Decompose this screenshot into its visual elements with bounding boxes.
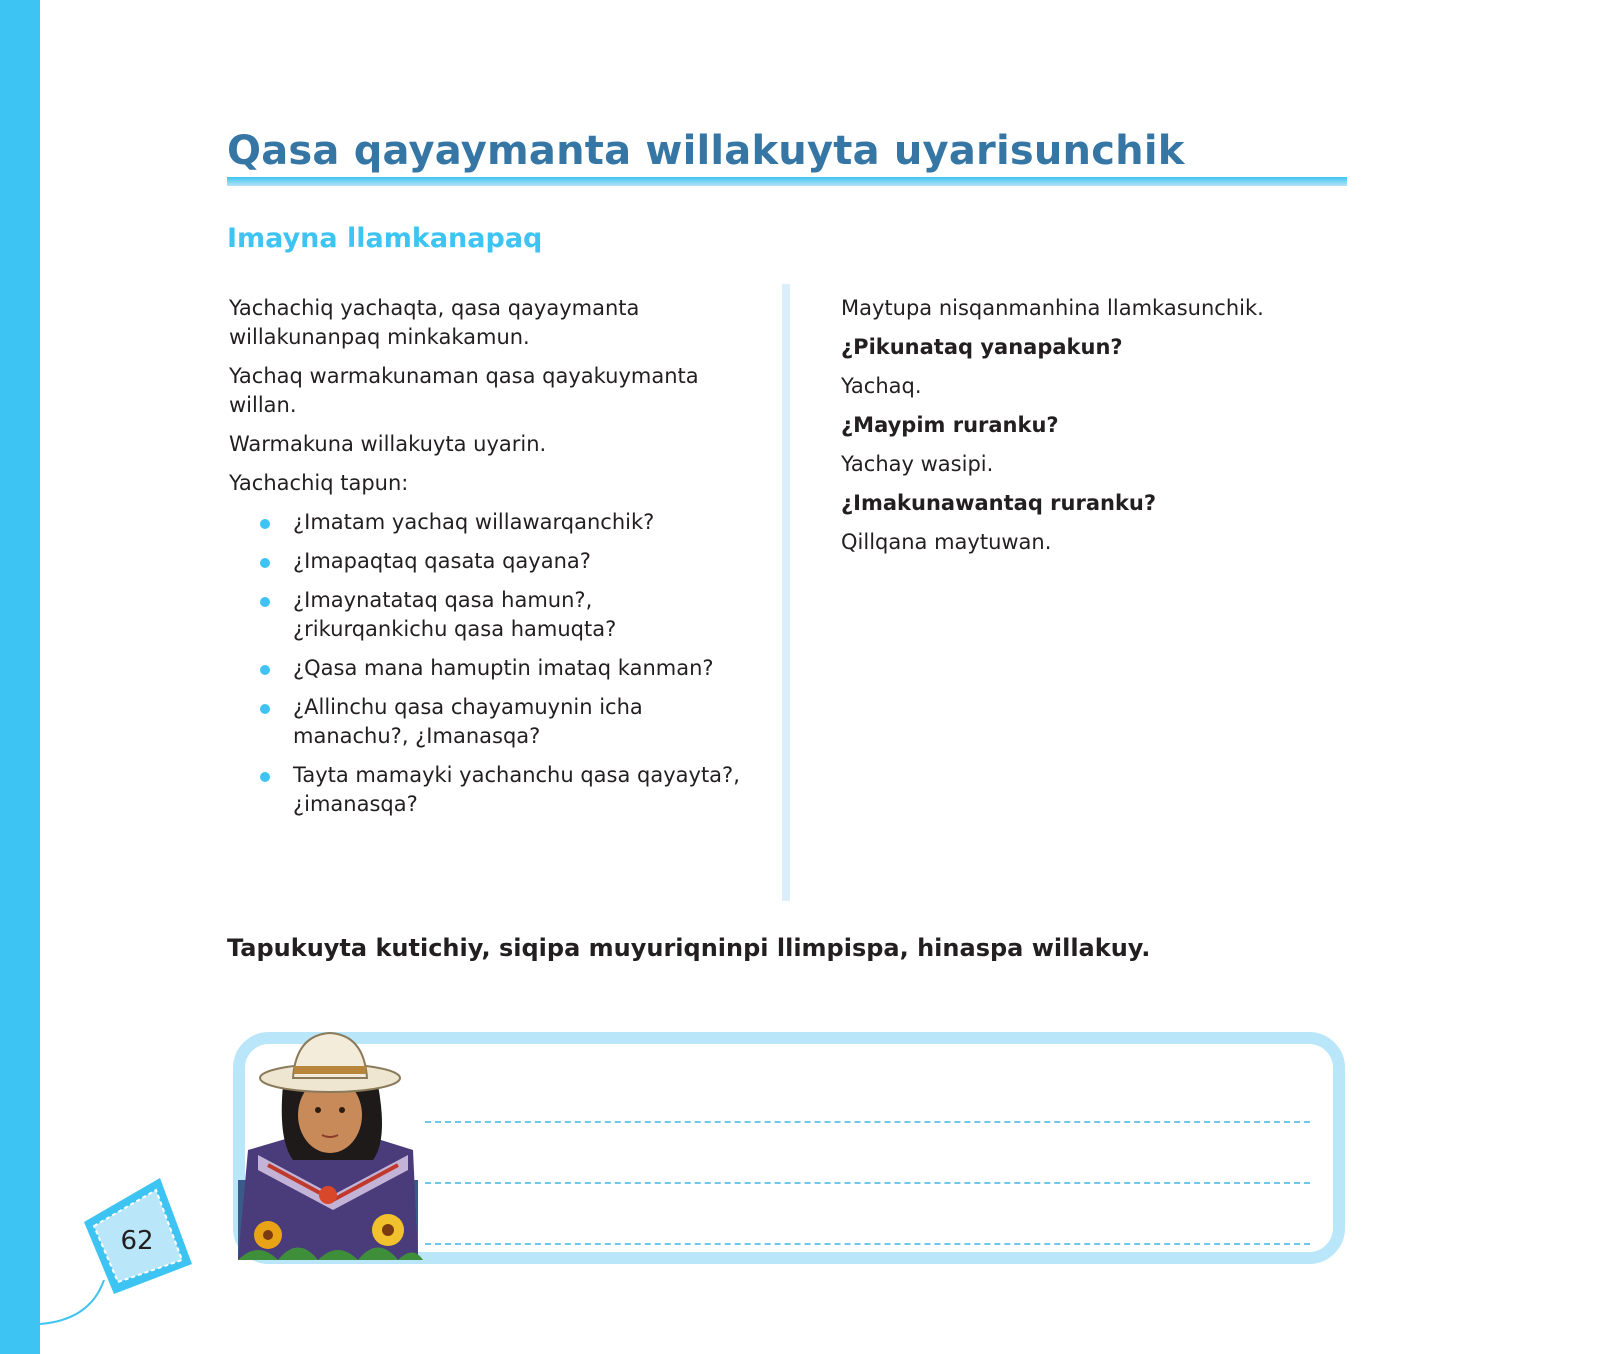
column-divider	[782, 284, 790, 901]
left-column	[229, 294, 749, 829]
right-intro: Maytupa nisqanmanhina llamkasunchik.	[841, 296, 1264, 320]
left-margin-bar	[0, 0, 40, 1354]
kite-string-line	[40, 1280, 104, 1324]
page-title: Qasa qayaymanta willakuyta uyarisunchik	[227, 128, 1185, 174]
eye-icon	[339, 1107, 345, 1113]
list-item	[229, 693, 749, 751]
list-item	[229, 761, 749, 819]
activity-instruction: Tapukuyta kutichiy, siqipa muyuriqninpi llimpispa, hinaspa willakuy.	[227, 934, 1151, 962]
hat-band	[294, 1066, 366, 1074]
right-column	[841, 294, 1361, 567]
list-item	[229, 508, 749, 537]
question-text: ¿Imaynatataq qasa hamun?, ¿rikurqankichu qasa hamuqta?	[293, 588, 617, 641]
bullet-icon	[260, 519, 270, 529]
flower-center-icon	[382, 1224, 394, 1236]
list-item	[229, 586, 749, 644]
flower-icon	[319, 1186, 337, 1204]
question-text: ¿Qasa mana hamuptin imataq kanman?	[293, 656, 714, 680]
qa-answer-1: Yachaq.	[841, 374, 922, 398]
paragraph-3: Warmakuna willakuyta uyarin.	[229, 432, 547, 456]
paragraph-1: Yachachiq yachaqta, qasa qayaymanta willakunanpaq minkakamun.	[229, 296, 640, 349]
question-text: ¿Allinchu qasa chayamuynin icha manachu?, ¿Imanasqa?	[293, 695, 643, 748]
qa-question-1: ¿Pikunataq yanapakun?	[841, 335, 1123, 359]
eye-icon	[315, 1107, 321, 1113]
kite-string	[40, 1280, 120, 1354]
bullet-icon	[260, 558, 270, 568]
writing-line-1[interactable]	[425, 1121, 1310, 1123]
list-item	[229, 547, 749, 576]
qa-answer-2: Yachay wasipi.	[841, 452, 994, 476]
writing-line-3[interactable]	[425, 1243, 1310, 1245]
question-text: ¿Imatam yachaq willawarqanchik?	[293, 510, 655, 534]
question-text: Tayta mamayki yachanchu qasa qayayta?, ¿imanasqa?	[293, 763, 740, 816]
qa-question-2: ¿Maypim ruranku?	[841, 413, 1059, 437]
bullet-icon	[260, 665, 270, 675]
section-heading: Imayna llamkanapaq	[227, 223, 543, 254]
bullet-icon	[260, 597, 270, 607]
bullet-icon	[260, 772, 270, 782]
paragraph-4: Yachachiq tapun:	[229, 471, 409, 495]
bullet-icon	[260, 704, 270, 714]
paragraph-2: Yachaq warmakunaman qasa qayakuymanta willan.	[229, 364, 699, 417]
title-underline	[227, 177, 1347, 186]
qa-answer-3: Qillqana maytuwan.	[841, 530, 1052, 554]
question-text: ¿Imapaqtaq qasata qayana?	[293, 549, 591, 573]
page-number: 62	[120, 1226, 154, 1256]
question-list	[229, 508, 749, 819]
qa-question-3: ¿Imakunawantaq ruranku?	[841, 491, 1157, 515]
list-item	[229, 654, 749, 683]
child-illustration	[238, 1030, 428, 1260]
flower-center-icon	[263, 1230, 273, 1240]
writing-line-2[interactable]	[425, 1182, 1310, 1184]
